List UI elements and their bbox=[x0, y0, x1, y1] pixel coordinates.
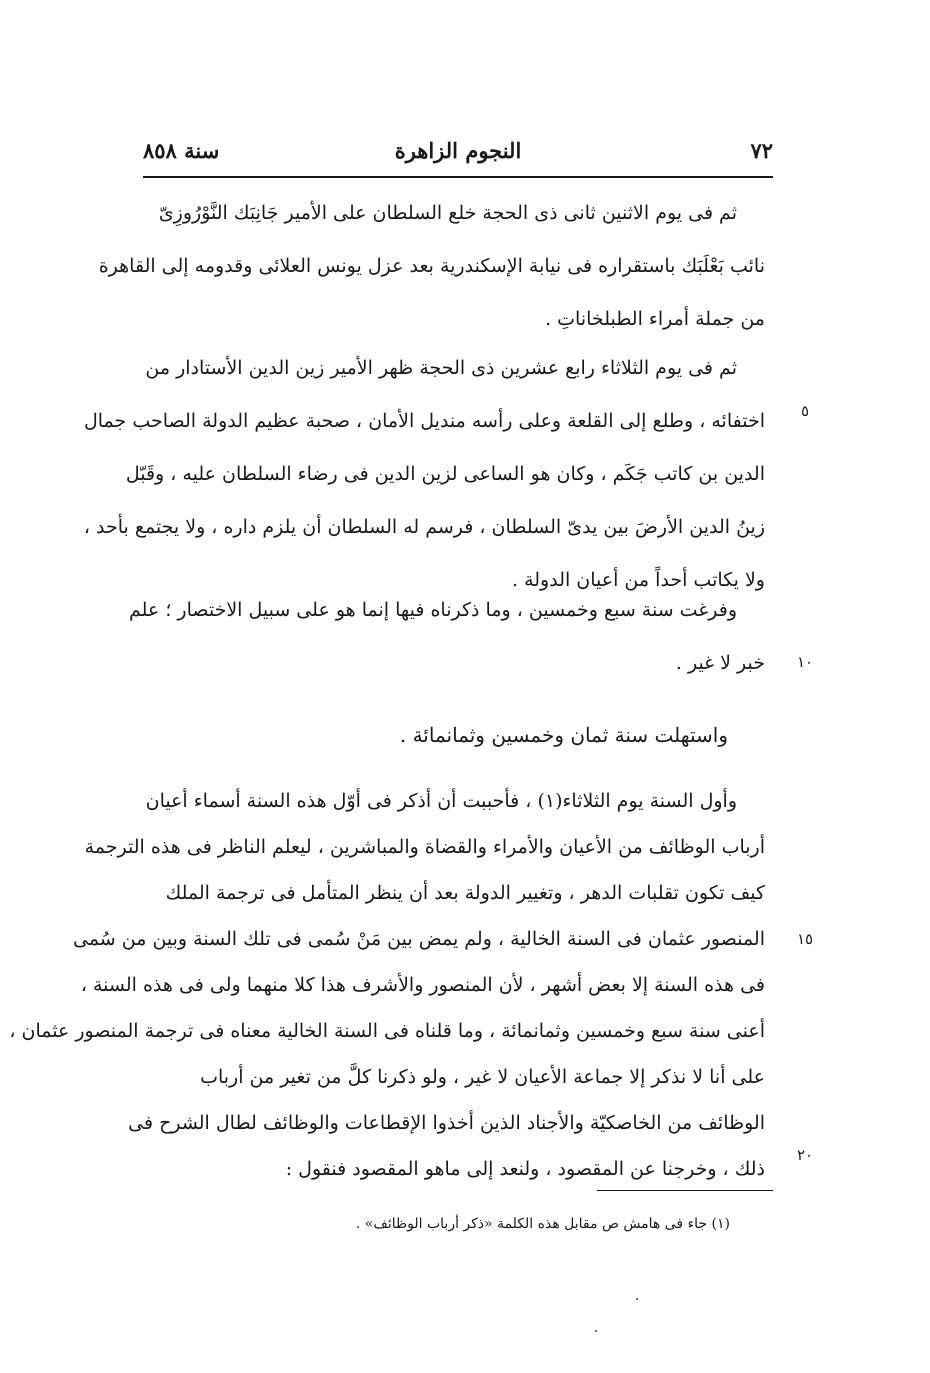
scan-speck bbox=[595, 1330, 597, 1332]
text-line: ثم فى يوم الثلاثاء رابع عشرين ذى الحجة ظهر الأمير زين الدين الأستادار من bbox=[145, 357, 737, 379]
text-line: اختفائه ، وطلع إلى القلعة وعلى رأسه منديل الأمان ، صحبة عظيم الدولة الصاحب جمال bbox=[83, 410, 765, 432]
text-line: ولا يكاتب أحداً من أعيان الدولة . bbox=[511, 569, 765, 591]
text-line: المنصور عثمان فى السنة الخالية ، ولم يمض بين مَنْ سُمى فى تلك السنة وبين من سُمى bbox=[72, 928, 765, 950]
header-rule bbox=[143, 176, 773, 178]
scan-speck bbox=[636, 1298, 638, 1300]
page-number: ٧٢ bbox=[750, 138, 773, 163]
book-title: النجوم الزاهرة bbox=[394, 138, 522, 163]
text-line: فى هذه السنة إلا بعض أشهر ، لأن المنصور والأشرف هذا كلا منهما ولى فى هذه السنة ، bbox=[80, 974, 765, 996]
text-line: خبر لا غير . bbox=[675, 652, 765, 674]
text-line: ثم فى يوم الاثنين ثانى ذى الحجة خلع السلطان على الأمير جَانِبَك النَّوْرُوزِىّ bbox=[158, 202, 737, 224]
text-line: الوظائف من الخاصكيّة والأجناد الذين أخذوا الإقطاعات والوظائف لطال الشرح فى bbox=[128, 1112, 765, 1134]
text-line: ذلك ، وخرجنا عن المقصود ، ولنعد إلى ماهو المقصود فنقول : bbox=[285, 1158, 765, 1180]
line-number: ٥ bbox=[800, 402, 810, 420]
text-line: وفرغت سنة سبع وخمسين ، وما ذكرناه فيها إنما هو على سبيل الاختصار ؛ علم bbox=[129, 599, 737, 621]
line-number: ١٠ bbox=[796, 653, 814, 671]
text-line: من جملة أمراء الطبلخاناتِ . bbox=[545, 308, 765, 330]
year-heading: واستهلت سنة ثمان وخمسين وثمانمائة . bbox=[399, 723, 728, 747]
line-number: ٢٠ bbox=[796, 1146, 814, 1164]
text-line: أرباب الوظائف من الأعيان والأمراء والقضاة والمباشرين ، ليعلم الناظر فى هذه الترجمة bbox=[84, 836, 765, 858]
text-line: نائب بَعْلَبَك باستقراره فى نيابة الإسكندرية بعد عزل يونس العلائى وقدومه إلى القاهرة bbox=[98, 255, 765, 277]
paragraph-1 bbox=[98, 187, 765, 346]
text-line: الدين بن كاتب جَكَم ، وكان هو الساعى لزين الدين فى رضاء السلطان عليه ، وقَبّل bbox=[125, 463, 765, 485]
footnote: (١) جاء فى هامش ص مقابل هذه الكلمة «ذكر أرباب الوظائف» . bbox=[355, 1216, 730, 1232]
paragraph-4 bbox=[9, 778, 765, 1192]
text-line: كيف تكون تقلبات الدهر ، وتغيير الدولة بعد أن ينظر المتأمل فى ترجمة الملك bbox=[165, 882, 765, 904]
footnote-rule bbox=[597, 1190, 773, 1191]
running-header bbox=[143, 138, 773, 172]
line-number: ١٥ bbox=[796, 930, 814, 948]
text-line: على أنا لا نذكر إلا جماعة الأعيان لا غير ، ولو ذكرنا كلَّ من تغير من أرباب bbox=[200, 1066, 765, 1088]
text-line: وأول السنة يوم الثلاثاء(١) ، فأحببت أن أذكر فى أوّل هذه السنة أسماء أعيان bbox=[145, 790, 737, 812]
text-line: زينُ الدين الأرضَ بين يدىّ السلطان ، فرسم له السلطان أن يلزم داره ، ولا يجتمع بأحد ، bbox=[83, 516, 765, 538]
paragraph-3 bbox=[129, 584, 765, 690]
year-label: سنة ٨٥٨ bbox=[143, 138, 220, 163]
text-line: أعنى سنة سبع وخمسين وثمانمائة ، وما قلناه فى السنة الخالية معناه فى ترجمة المنصور عثمان ، bbox=[9, 1020, 765, 1042]
paragraph-2 bbox=[83, 342, 765, 607]
